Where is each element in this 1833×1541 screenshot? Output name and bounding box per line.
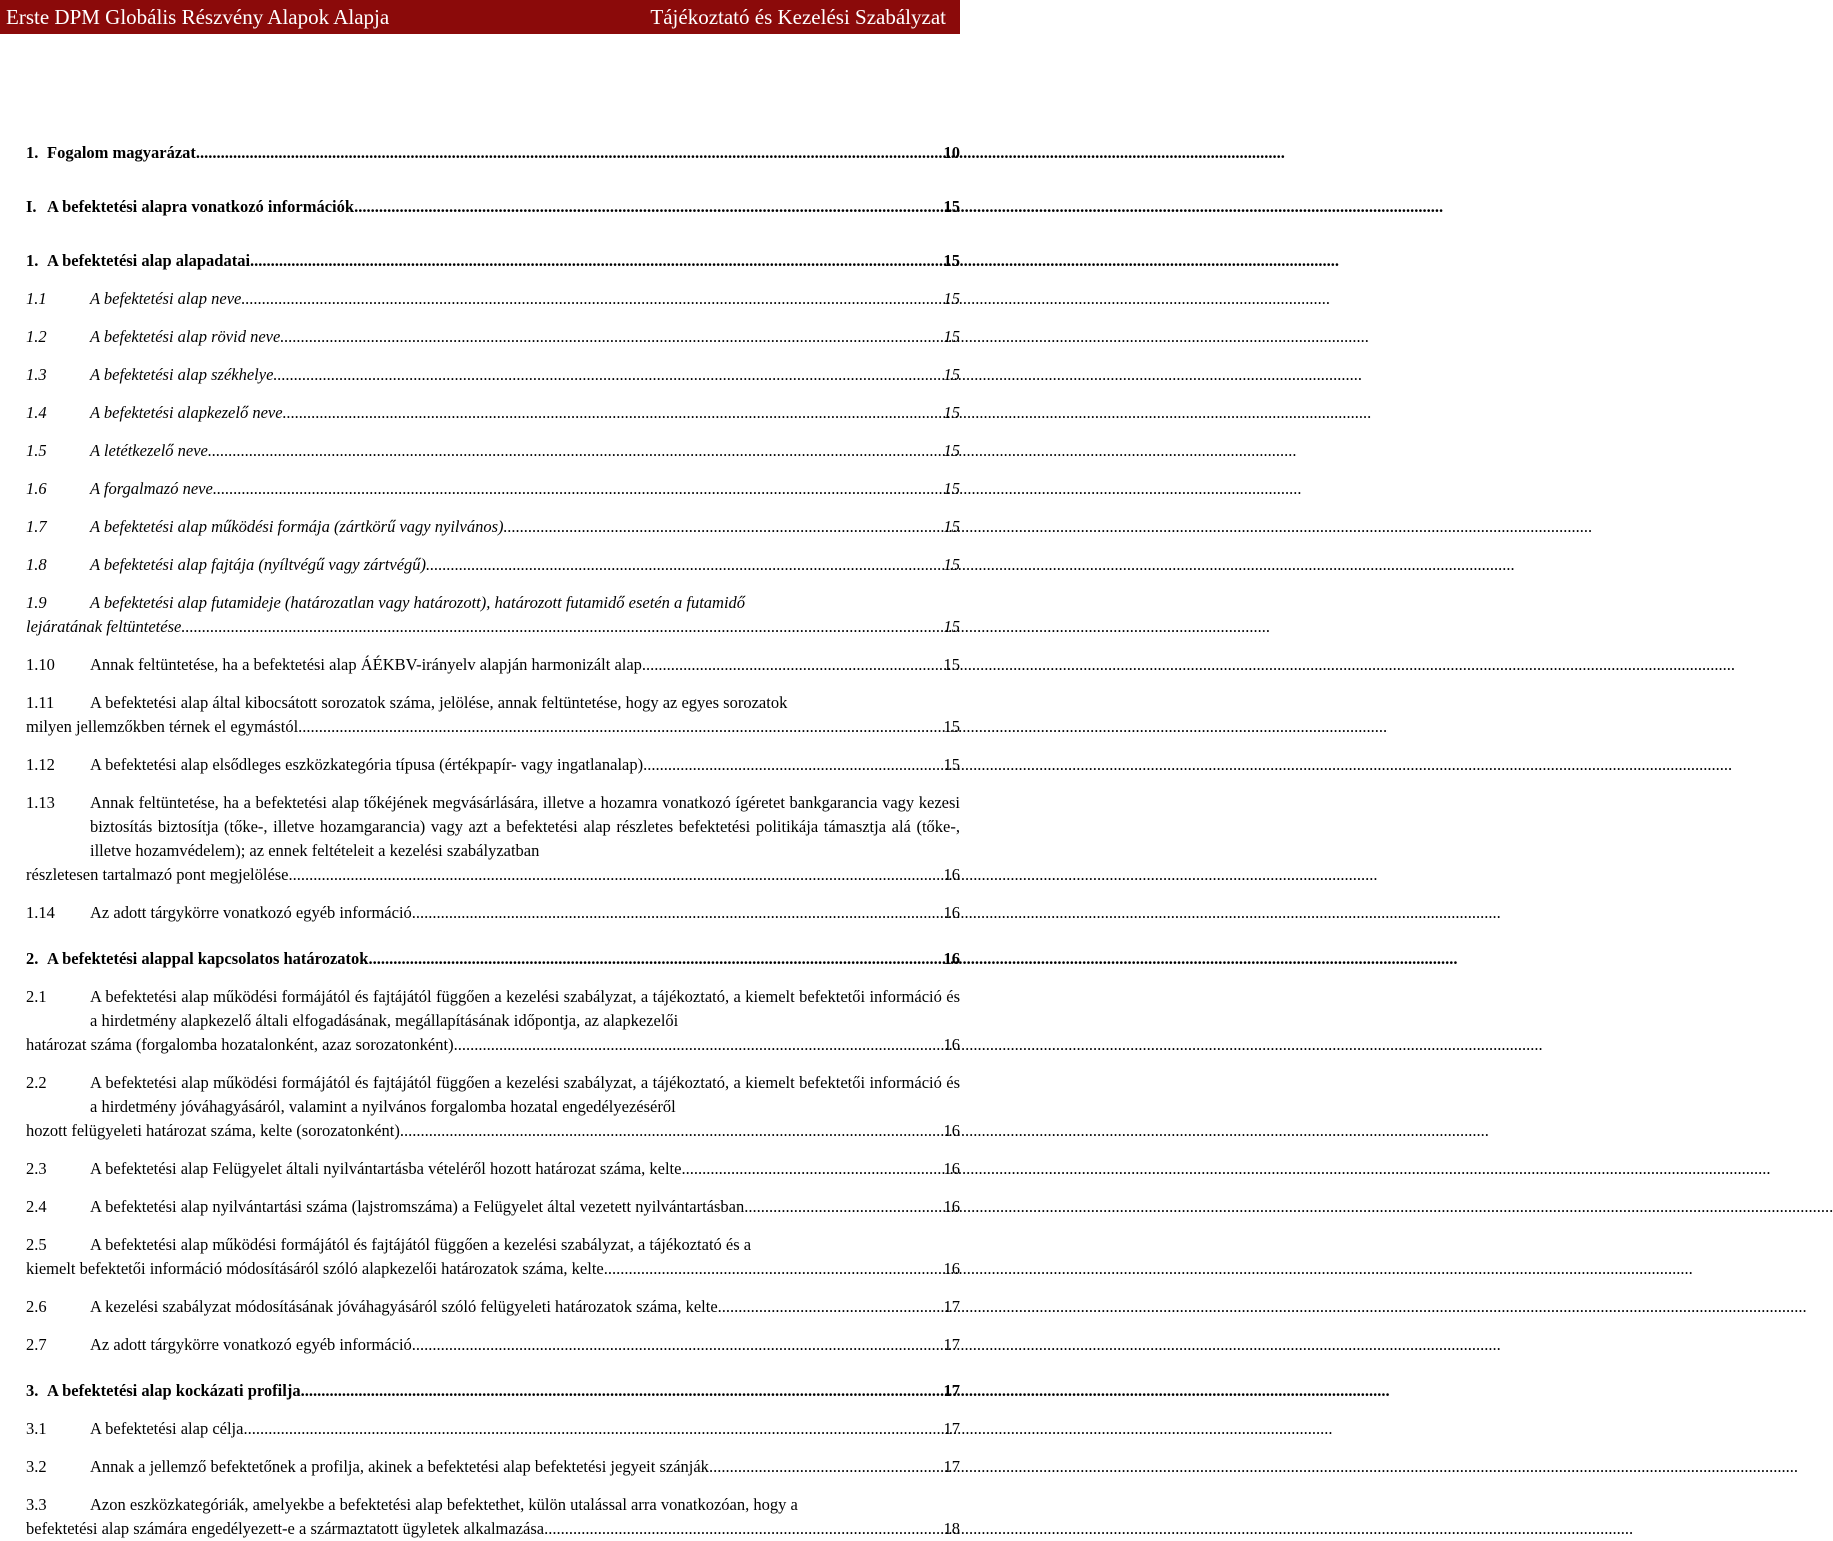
toc-page-number: 15 (943, 441, 960, 460)
toc-page-number: 16 (943, 1259, 960, 1278)
toc-page-number: 15 (943, 289, 960, 308)
toc-entry[interactable] (26, 401, 960, 425)
toc-entry-title: A befektetési alapra vonatkozó információk (47, 197, 355, 216)
toc-entry[interactable] (26, 653, 960, 677)
toc-entry[interactable] (26, 1157, 960, 1181)
toc-entry-line (26, 901, 960, 925)
toc-entry-last-line (26, 1033, 960, 1057)
toc-entry-line (26, 141, 960, 165)
toc-page-number: 17 (943, 1381, 960, 1400)
toc-entry-last-line (26, 615, 960, 639)
toc-entry-line (26, 553, 960, 577)
toc-leader-dots (250, 249, 942, 273)
toc-leader-dots (289, 863, 943, 887)
toc-entry[interactable] (26, 1333, 960, 1357)
toc-leader-dots (213, 477, 943, 501)
toc-leader-dots (181, 615, 942, 639)
toc-page-number: 15 (943, 555, 960, 574)
toc-entry-number: 1.4 (26, 403, 47, 422)
toc-leader-dots (503, 515, 942, 539)
toc-entry-title: A befektetési alap által kibocsátott sorozatok száma, jelölése, annak feltüntetése, hogy az egyes sorozatok (90, 693, 788, 712)
toc-entry-title: Annak a jellemző befektetőnek a profilja, akinek a befektetési alap befektetési jegyeit szánják (90, 1457, 709, 1476)
toc-entry-last-line (26, 1257, 960, 1281)
toc-entry-title: Azon eszközkategóriák, amelyekbe a befektetési alap befektethet, külön utalással arra vonatkozóan, hogy a (90, 1495, 798, 1514)
toc-leader-dots (426, 553, 942, 577)
toc-entry[interactable] (26, 287, 960, 311)
toc-entry[interactable] (26, 439, 960, 463)
toc-entry-number: 1. (26, 251, 39, 270)
toc-entry-title: Fogalom magyarázat (47, 143, 196, 162)
toc-entry-title: A forgalmazó neve (90, 479, 213, 498)
toc-entry-number: 2.6 (26, 1297, 47, 1316)
toc-page-number: 15 (943, 251, 960, 270)
toc-entry[interactable] (26, 1417, 960, 1441)
toc-leader-dots (301, 1379, 943, 1403)
toc-entry-title: A befektetési alap futamideje (határozatlan vagy határozott), határozott futamidő esetén a futamidő (90, 593, 746, 612)
toc-leader-dots (412, 1333, 943, 1357)
toc-entry-number: 1. (26, 143, 39, 162)
toc-entry-number: 1.6 (26, 479, 47, 498)
toc-page-number: 16 (943, 1121, 960, 1140)
toc-entry[interactable] (26, 515, 960, 539)
toc-entry-number: 2.5 (26, 1235, 47, 1254)
toc-entry-first-line (26, 1233, 960, 1257)
toc-leader-dots (646, 653, 942, 677)
toc-entry-title-continued: lejáratának feltüntetése (26, 617, 182, 636)
toc-entry-last-line (26, 715, 960, 739)
toc-entry-title-continued: határozat száma (forgalomba hozatalonként, azaz sorozatonként) (26, 1035, 454, 1054)
toc-leader-dots (298, 715, 942, 739)
toc-entry-number: 3.2 (26, 1457, 47, 1476)
toc-entry-number: I. (26, 197, 37, 216)
toc-page-number: 16 (943, 1035, 960, 1054)
toc-entry-title: Annak feltüntetése, ha a befektetési alap ÁÉKBV-irányelv alapján harmonizált alap. (90, 655, 647, 674)
toc-entry-title: A befektetési alap Felügyelet általi nyilvántartásba vételéről hozott határozat száma, kelte (90, 1159, 682, 1178)
toc-entry-line (26, 439, 960, 463)
toc-page-number: 15 (943, 327, 960, 346)
toc-entry-title: A befektetési alap célja (90, 1419, 244, 1438)
toc-entry-title: A befektetési alap működési formájától és fajtájától függően a kezelési szabályzat, a tájékoztató, a kiemelt befektetői információ és a hirdetmény jóváhagyásáról, valamint a nyilvános forgalomba hozatal engedélyezéséről (90, 1073, 960, 1116)
toc-entry-number: 3. (26, 1381, 39, 1400)
toc-page-number: 15 (943, 365, 960, 384)
toc-entry-number: 2.2 (26, 1073, 47, 1092)
toc-leader-dots (454, 1033, 943, 1057)
toc-page-number: 16 (943, 1159, 960, 1178)
toc-entry-number: 1.2 (26, 327, 47, 346)
toc-entry-line (26, 325, 960, 349)
toc-entry-title: A befektetési alap alapadatai (47, 251, 251, 270)
toc-entry-number: 2.1 (26, 987, 47, 1006)
toc-entry-line (26, 753, 960, 777)
toc-entry-line (26, 401, 960, 425)
toc-entry[interactable] (26, 985, 960, 1057)
toc-entry-title: A befektetési alap székhelye (90, 365, 274, 384)
toc-entry-title: Annak feltüntetése, ha a befektetési alap tőkéjének megvásárlására, illetve a hozamra vonatkozó ígéretet bankgarancia vagy kezesi biztosítás biztosítja (tőke-, illetve hozamgarancia) vagy azt a befektetési alap részletes befektetési politikája támasztja alá (tőke-, illetve hozamvédelem); az ennek feltételeit a kezelési szabályzatban (90, 793, 960, 860)
toc-entry[interactable] (26, 1233, 960, 1281)
toc-leader-dots (368, 947, 942, 971)
toc-page-number: 16 (943, 903, 960, 922)
toc-entry[interactable] (26, 141, 960, 165)
toc-entry-title: A letétkezelő neve (90, 441, 208, 460)
toc-entry-line (26, 287, 960, 311)
toc-page-number: 15 (943, 655, 960, 674)
toc-leader-dots (354, 195, 942, 219)
toc-entry-title: A befektetési alap működési formájától és fajtájától függően a kezelési szabályzat, a tájékoztató, a kiemelt befektetői információ és a hirdetmény alapkezelő általi elfogadásának, megállapításának időpontja, az alapkezelői (90, 987, 960, 1030)
toc-entry[interactable] (26, 591, 960, 639)
toc-entry-line (26, 1295, 960, 1319)
toc-page-number: 15 (943, 517, 960, 536)
toc-entry-number: 1.9 (26, 593, 47, 612)
toc-entry-title: A befektetési alappal kapcsolatos határozatok (47, 949, 369, 968)
toc-entry-number: 2.4 (26, 1197, 47, 1216)
toc-entry[interactable] (26, 947, 960, 971)
toc-entry-title: A befektetési alap fajtája (nyíltvégű vagy zártvégű) (90, 555, 427, 574)
toc-entry-line (26, 1455, 960, 1479)
toc-entry-number: 1.12 (26, 755, 55, 774)
toc-leader-dots (744, 1195, 942, 1219)
toc-entry-title: A befektetési alap elsődleges eszközkategória típusa (értékpapír- vagy ingatlanalap) (90, 755, 644, 774)
toc-entry-title: Az adott tárgykörre vonatkozó egyéb információ (90, 903, 412, 922)
toc-entry-number: 1.7 (26, 517, 47, 536)
toc-entry-title-continued: kiemelt befektetői információ módosításáról szóló alapkezelői határozatok száma, kelte (26, 1259, 604, 1278)
toc-entry-number: 3.3 (26, 1495, 47, 1514)
toc-entry-first-line (26, 1071, 960, 1119)
toc-page-number: 10 (943, 143, 960, 162)
toc-entry[interactable] (26, 1493, 960, 1541)
toc-page-number: 15 (943, 755, 960, 774)
toc-entry-number: 2.7 (26, 1335, 47, 1354)
toc-entry-title: A befektetési alap működési formájától és fajtájától függően a kezelési szabályzat, a tájékoztató és a (90, 1235, 752, 1254)
toc-entry[interactable] (26, 363, 960, 387)
toc-entry[interactable] (26, 249, 960, 273)
toc-leader-dots (709, 1455, 943, 1479)
toc-entry-title-continued: hozott felügyeleti határozat száma, kelte (sorozatonként) (26, 1121, 400, 1140)
toc-entry[interactable] (26, 1195, 960, 1219)
toc-entry-number: 1.5 (26, 441, 47, 460)
toc-leader-dots (208, 439, 943, 463)
toc-page-number: 17 (943, 1335, 960, 1354)
toc-entry[interactable] (26, 325, 960, 349)
toc-entry-line (26, 1379, 960, 1403)
toc-entry-title: A kezelési szabályzat módosításának jóváhagyásáról szóló felügyeleti határozatok száma, kelte (90, 1297, 718, 1316)
document-header (0, 0, 960, 34)
toc-entry-number: 1.13 (26, 793, 55, 812)
toc-entry-line (26, 1417, 960, 1441)
toc-entry-title: A befektetési alap kockázati profilja (47, 1381, 301, 1400)
toc-entry-last-line (26, 1517, 960, 1541)
toc-entry[interactable] (26, 1455, 960, 1479)
toc-leader-dots (243, 1417, 942, 1441)
toc-leader-dots (412, 901, 943, 925)
toc-entry[interactable] (26, 1379, 960, 1403)
toc-entry-number: 1.10 (26, 655, 55, 674)
toc-entry-number: 1.14 (26, 903, 55, 922)
toc-entry-number: 1.1 (26, 289, 47, 308)
toc-page-number: 15 (943, 403, 960, 422)
toc-entry-line (26, 947, 960, 971)
toc-entry-number: 2.3 (26, 1159, 47, 1178)
toc-page-number: 16 (943, 865, 960, 884)
toc-entry-line (26, 1157, 960, 1181)
toc-entry-number: 1.8 (26, 555, 47, 574)
toc-entry-title-continued: milyen jellemzőkben térnek el egymástól (26, 717, 299, 736)
toc-entry[interactable] (26, 1071, 960, 1143)
toc-entry-first-line (26, 591, 960, 615)
toc-leader-dots (241, 287, 942, 311)
toc-entry-first-line (26, 1493, 960, 1517)
header-document-type: Tájékoztató és Kezelési Szabályzat (650, 5, 946, 29)
toc-entry-title: A befektetési alap működési formája (zártkörű vagy nyilvános) (90, 517, 504, 536)
toc-entry-line (26, 249, 960, 273)
toc-entry-title: A befektetési alap nyilvántartási száma (lajstromszáma) a Felügyelet által vezetett nyilvántartásban (90, 1197, 745, 1216)
toc-entry[interactable] (26, 477, 960, 501)
toc-entry[interactable] (26, 1295, 960, 1319)
toc-entry-number: 2. (26, 949, 39, 968)
toc-leader-dots (681, 1157, 942, 1181)
toc-leader-dots (273, 363, 942, 387)
toc-page-number: 15 (943, 617, 960, 636)
toc-page-number: 16 (943, 1197, 960, 1216)
toc-leader-dots (544, 1517, 942, 1541)
toc-entry[interactable] (26, 553, 960, 577)
toc-leader-dots (643, 753, 942, 777)
toc-entry[interactable] (26, 753, 960, 777)
toc-leader-dots (280, 325, 942, 349)
toc-entry-title: A befektetési alap neve (90, 289, 242, 308)
toc-leader-dots (400, 1119, 943, 1143)
table-of-contents (26, 141, 960, 1541)
toc-page-number: 17 (943, 1419, 960, 1438)
toc-leader-dots (283, 401, 943, 425)
toc-entry-title-continued: részletesen tartalmazó pont megjelölése (26, 865, 289, 884)
toc-entry-line (26, 363, 960, 387)
header-fund-name: Erste DPM Globális Részvény Alapok Alapja (6, 5, 390, 29)
toc-page-number: 16 (943, 949, 960, 968)
toc-page-number: 15 (943, 197, 960, 216)
toc-leader-dots (718, 1295, 943, 1319)
toc-entry-last-line (26, 1119, 960, 1143)
toc-entry-number: 1.3 (26, 365, 47, 384)
toc-page-number: 15 (943, 479, 960, 498)
toc-entry-last-line (26, 863, 960, 887)
toc-entry-line (26, 195, 960, 219)
toc-entry[interactable] (26, 691, 960, 739)
toc-page-number: 15 (943, 717, 960, 736)
toc-entry-number: 1.11 (26, 693, 55, 712)
toc-entry[interactable] (26, 195, 960, 219)
toc-page-number: 17 (943, 1297, 960, 1316)
toc-entry-number: 3.1 (26, 1419, 47, 1438)
toc-entry-line (26, 515, 960, 539)
toc-entry[interactable] (26, 791, 960, 887)
toc-entry-line (26, 477, 960, 501)
toc-entry-title: Az adott tárgykörre vonatkozó egyéb információ (90, 1335, 412, 1354)
toc-entry-first-line (26, 791, 960, 863)
toc-entry-line (26, 1333, 960, 1357)
toc-entry-line (26, 653, 960, 677)
toc-entry[interactable] (26, 901, 960, 925)
toc-page-number: 17 (943, 1457, 960, 1476)
toc-entry-title: A befektetési alap rövid neve (90, 327, 281, 346)
toc-entry-first-line (26, 985, 960, 1033)
toc-entry-first-line (26, 691, 960, 715)
toc-page-number: 18 (943, 1519, 960, 1538)
toc-leader-dots (604, 1257, 943, 1281)
toc-entry-line (26, 1195, 960, 1219)
toc-entry-title-continued: befektetési alap számára engedélyezett-e a származtatott ügyletek alkalmazása (26, 1519, 545, 1538)
toc-entry-title: A befektetési alapkezelő neve (90, 403, 283, 422)
toc-leader-dots (196, 141, 943, 165)
